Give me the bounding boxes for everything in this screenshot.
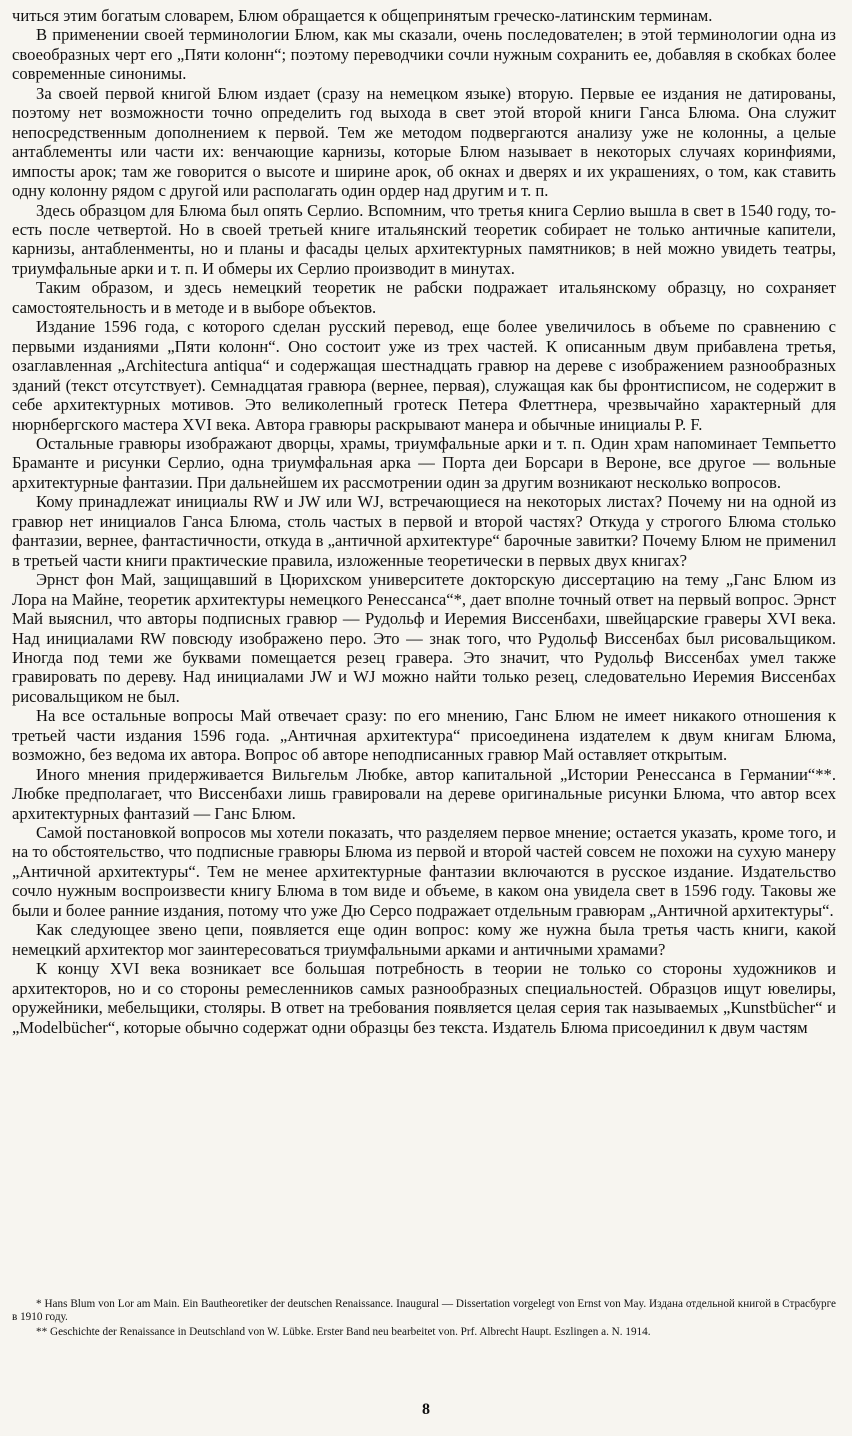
paragraph: Издание 1596 года, с которого сделан русский перевод, еще более увеличилось в объеме по сравнению с первыми изданиями „Пяти колонн“. Оно состоит уже из трех частей. К описанным двум прибавлена третья, озаглавленная „Architectura antiqua“ и содержащая шестнадцать гравюр на дереве с изображением разнообразных зданий (текст отсутствует). Семнадцатая гравюра (вернее, первая), служащая как бы фронтисписом, не содержит в себе архитектурных мотивов. Это великолепный гротеск Петера Флеттнера, чрезвычайно характерный для нюрнбергского мастера XVI века. Автора гравюры раскрывают манера и обычные инициалы P. F.	[12, 317, 836, 434]
paragraph: Эрнст фон Май, защищавший в Цюрихском университете докторскую диссертацию на тему „Ганс Блюм из Лора на Майне, теоретик архитектуры немецкого Ренессанса“*, дает вполне точный ответ на первый вопрос. Эрнст Май выяснил, что авторы подписных гравюр — Рудольф и Иеремия Виссенбахи, швейцарские граверы XVI века. Над инициалами RW повсюду изображено перо. Это — знак того, что Рудольф Виссенбах был рисовальщиком. Иногда под теми же буквами помещается резец гравера. Это значит, что Рудольф Виссенбах умел также гравировать по дереву. Над инициалами JW и WJ можно найти только резец, следовательно Иеремия Виссенбах рисовальщиком не был.	[12, 570, 836, 706]
paragraph: К концу XVI века возникает все большая потребность в теории не только со стороны художников и архитекторов, но и со стороны ремесленников самых разнообразных специальностей. Образцов ищут ювелиры, оружейники, мебельщики, столяры. В ответ на требования появляется целая серия так называемых „Kunstbücher“ и „Modelbücher“, которые обычно содержат одни образцы без текста. Издатель Блюма присоединил к двум частям	[12, 959, 836, 1037]
paragraph: Здесь образцом для Блюма был опять Серлио. Вспомним, что третья книга Серлио вышла в свет в 1540 году, то-есть после четвертой. Но в своей третьей книге итальянский теоретик собирает не только античные капители, карнизы, антабленменты, но и планы и фасады целых архитектурных памятников; в ней можно увидеть театры, триумфальные арки и т. п. И обмеры их Серлио производит в минутах.	[12, 200, 836, 278]
paragraph: Остальные гравюры изображают дворцы, храмы, триумфальные арки и т. п. Один храм напоминает Темпьетто Браманте и рисунки Серлио, одна триумфальная арка — Порта деи Борсари в Вероне, все другое — вольные архитектурные фантазии. При дальнейшем их рассмотрении один за другим возникают несколько вопросов.	[12, 433, 836, 492]
body-text	[12, 6, 836, 1037]
paragraph: Таким образом, и здесь немецкий теоретик не рабски подражает итальянскому образцу, но сохраняет самостоятельность и в методе и в выборе объектов.	[12, 278, 836, 317]
paragraph: Как следующее звено цепи, появляется еще один вопрос: кому же нужна была третья часть книги, какой немецкий архитектор мог заинтересоваться триумфальными арками и античными храмами?	[12, 920, 836, 959]
paragraph: За своей первой книгой Блюм издает (сразу на немецком языке) вторую. Первые ее издания не датированы, поэтому нет возможности точно определить год выхода в свет этой второй книги Ганса Блюма. Она служит непосредственным дополнением к первой. Тем же методом подвергаются анализу уже не колонны, а целые антаблементы или части их: венчающие карнизы, которые Блюм называет в некоторых случаях коринфиями, импосты арок; там же говорится о высоте и ширине арок, об окнах и дверях и их украшениях, о том, как ставить одну колонну рядом с другой или располагать один ордер над другим и т. п.	[12, 83, 836, 201]
paragraph: Кому принадлежат инициалы RW и JW или WJ, встречающиеся на некоторых листах? Почему ни на одной из гравюр нет инициалов Ганса Блюма, столь частых в первой и второй частях? Откуда у строгого Блюма столько фантазии, вернее, фантастичности, откуда в „античной архитектуре“ барочные завитки? Почему Блюм не применил в третьей части книги практические правила, изложенные теоретически в первых двух книгах?	[12, 492, 836, 570]
footnote: * Hans Blum von Lor am Main. Ein Bautheoretiker der deutschen Renaissance. Inaugural — Dissertation vorgelegt von Ernst von May. Издана отдельной книгой в Страсбурге в 1910 году.	[12, 1298, 836, 1324]
paragraph: Иного мнения придерживается Вильгельм Любке, автор капитальной „Истории Ренессанса в Германии“**. Любке предполагает, что Виссенбахи лишь гравировали на дереве оригинальные рисунки Блюма, что автор всех архитектурных фантазий — Ганс Блюм.	[12, 764, 836, 823]
footnotes	[12, 1298, 836, 1340]
paragraph: читься этим богатым словарем, Блюм обращается к общепринятым греческо-латинским терминам.	[12, 6, 713, 25]
paragraph: На все остальные вопросы Май отвечает сразу: по его мнению, Ганс Блюм не имеет никакого отношения к третьей части издания 1596 года. „Античная архитектура“ присоединена издателем к двум книгам Блюма, возможно, без ведома их автора. Вопрос об авторе неподписанных гравюр Май оставляет открытым.	[12, 706, 836, 765]
footnote: ** Geschichte der Renaissance in Deutschland von W. Lübke. Erster Band neu bearbeitet von. Prf. Albrecht Haupt. Eszlingen a. N. 1914.	[36, 1325, 651, 1338]
paragraph: Самой постановкой вопросов мы хотели показать, что разделяем первое мнение; остается указать, кроме того, и на то обстоятельство, что подписные гравюры Блюма из первой и второй частей совсем не похожи на сухую манеру „Античной архитектуры“. Тем не менее архитектурные фантазии включаются в русское издание. Издательство сочло нужным воспроизвести книгу Блюма в том виде и объеме, в каком она увидела свет в 1596 году. Таковы же были и более ранние издания, потому что уже Дю Серсо подражает отдельным гравюрам „Античной архитектуры“.	[12, 823, 836, 920]
paragraph: В применении своей терминологии Блюм, как мы сказали, очень последователен; в этой терминологии одна из своеобразных черт его „Пяти колонн“; поэтому переводчики сочли нужным сохранить ее, добавляя в скобках более современные синонимы.	[12, 25, 836, 84]
page-number: 8	[422, 1401, 430, 1418]
